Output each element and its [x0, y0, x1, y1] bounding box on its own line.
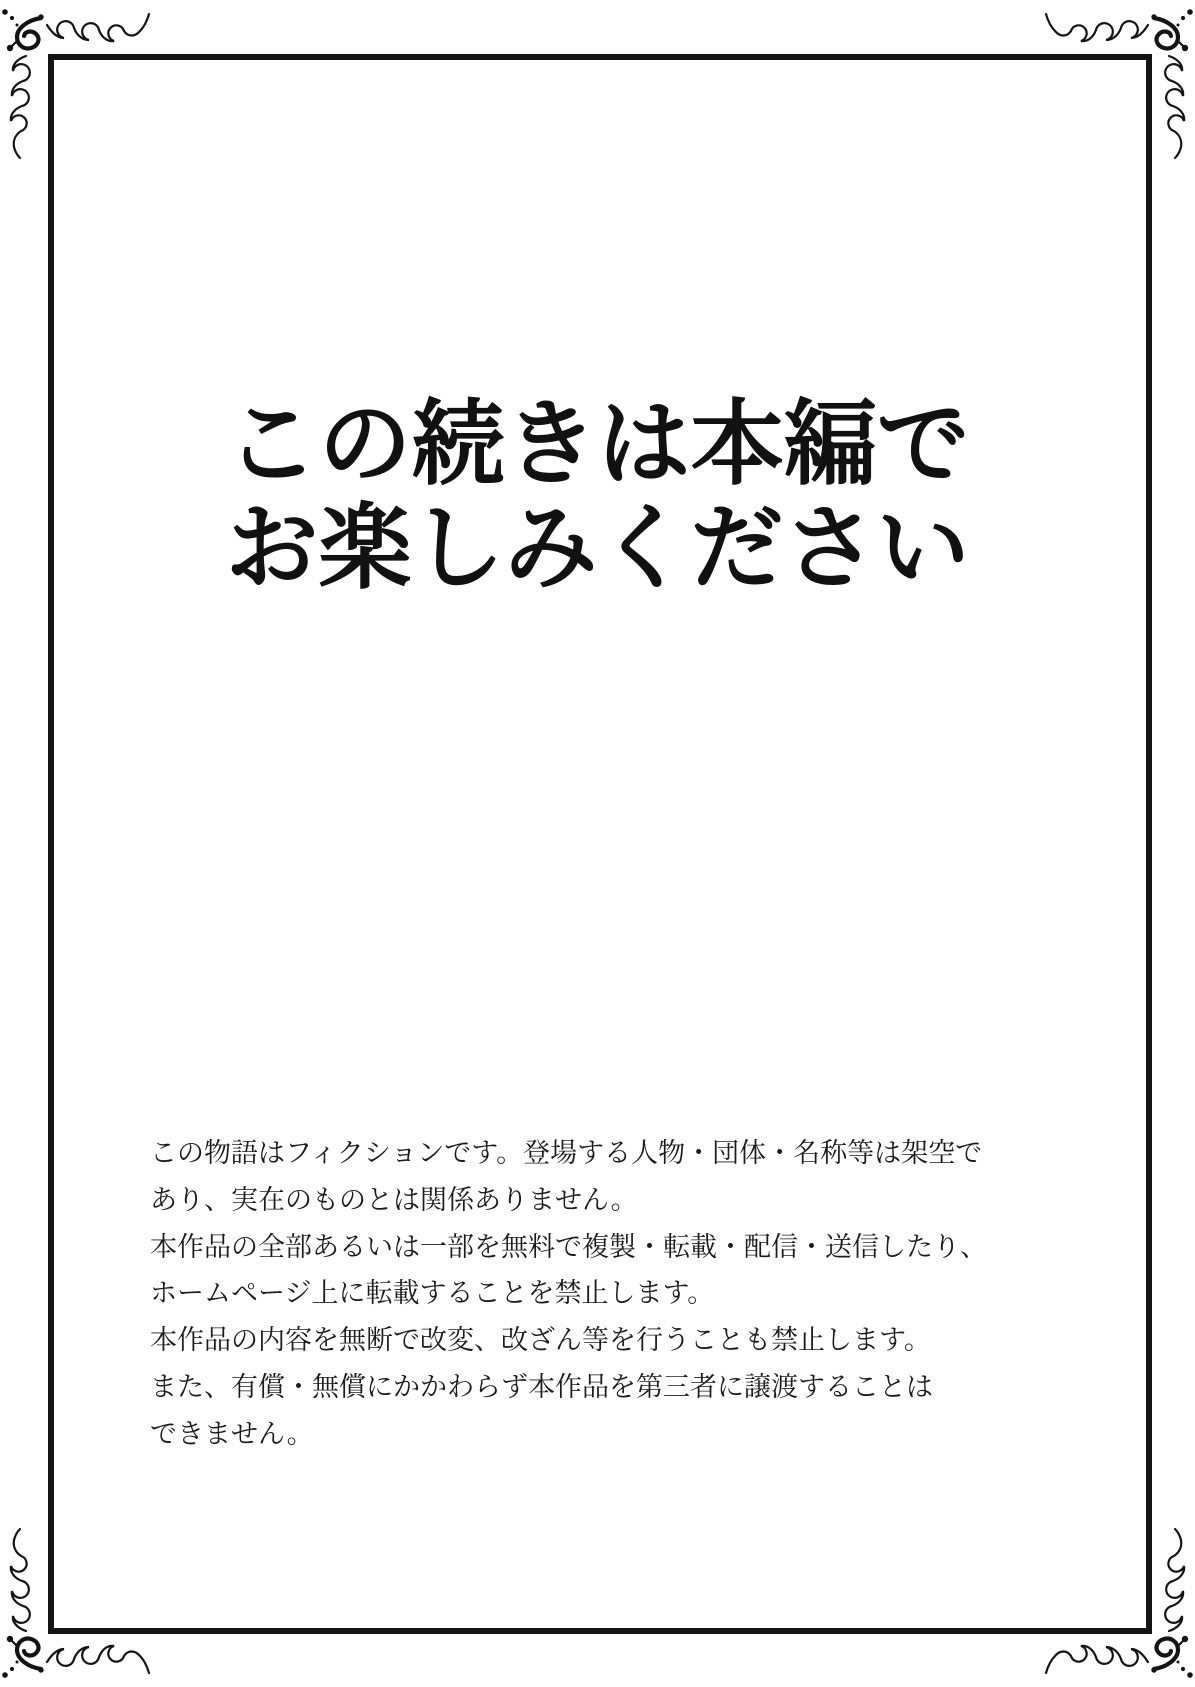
corner-flourish-top-right-icon	[1035, 0, 1195, 162]
disclaimer-line: できません。	[150, 1418, 314, 1449]
copyright-disclaimer	[150, 1130, 1050, 1458]
continuation-notice-line-2: お楽しみください	[225, 496, 970, 600]
disclaimer-line: あり、実在のものとは関係ありません。	[150, 1184, 638, 1215]
disclaimer-line: この物語はフィクションです。登場する人物・団体・名称等は架空で	[150, 1138, 983, 1168]
corner-flourish-bottom-right-icon	[1035, 1525, 1195, 1687]
disclaimer-line: 本作品の内容を無断で改変、改ざん等を行うことも禁止します。	[150, 1325, 931, 1356]
continuation-notice	[0, 392, 1195, 600]
corner-flourish-top-left-icon	[0, 0, 160, 162]
disclaimer-line: また、有償・無償にかかわらず本作品を第三者に譲渡することは	[150, 1371, 933, 1402]
corner-flourish-bottom-left-icon	[0, 1525, 160, 1687]
disclaimer-line: 本作品の全部あるいは一部を無料で複製・転載・配信・送信したり、	[150, 1231, 987, 1262]
disclaimer-line: ホームページ上に転載することを禁止します。	[150, 1278, 715, 1309]
continuation-notice-line-1: この続きは本編で	[225, 392, 970, 496]
